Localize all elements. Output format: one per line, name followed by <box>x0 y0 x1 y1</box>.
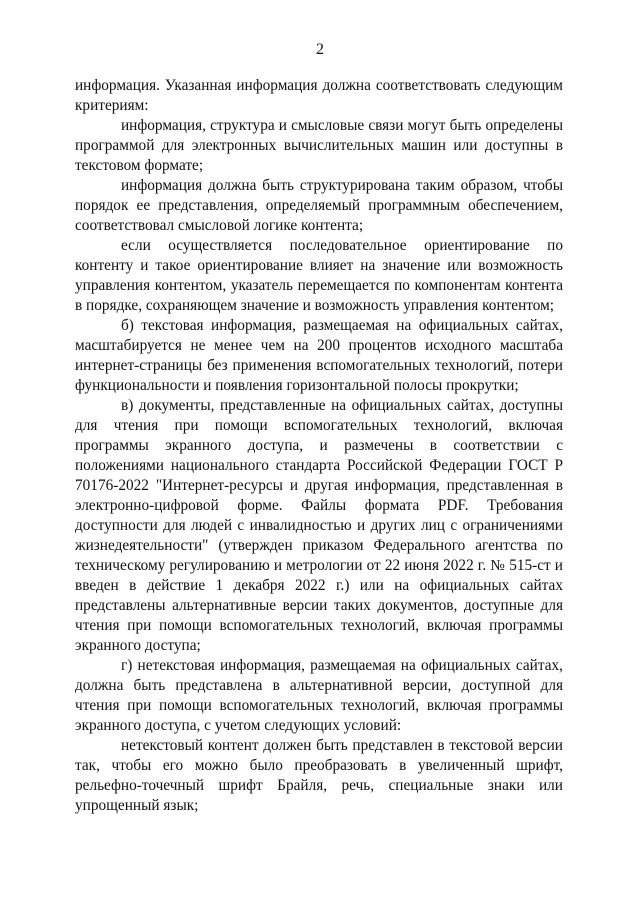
paragraph-6: в) документы, представленные на официальных сайтах, доступны для чтения при помощи вспомогательных технологий, включая программы экранного доступа, и размечены в соответствии с положениями национального стандарта Российской Федерации ГОСТ Р 70176-2022 "Интернет-ресурсы и другая информация, представленная в электронно-цифровой форме. Файлы формата PDF. Требования доступности для людей с инвалидностью и других лиц с ограничениями жизнедеятельности" (утвержден приказом Федерального агентства по техническому регулированию и метрологии от 22 июня 2022 г. № 515-ст и введен в действие 1 декабря 2022 г.) или на официальных сайтах представлены альтернативные версии таких документов, доступные для чтения при помощи вспомогательных технологий, включая программы экранного доступа; <box>75 397 563 654</box>
paragraph-3: информация должна быть структурирована таким образом, чтобы порядок ее представления, определяемый программным обеспечением, соответствовал смысловой логике контента; <box>75 177 563 234</box>
paragraph-5: б) текстовая информация, размещаемая на официальных сайтах, масштабируется не менее чем на 200 процентов исходного масштаба интернет-страницы без применения вспомогательных технологий, потери функциональности и появления горизонтальной полосы прокрутки; <box>75 317 563 394</box>
paragraph-4: если осуществляется последовательное ориентирование по контенту и такое ориентирование влияет на значение или возможность управления контентом, указатель перемещается по компонентам контента в порядке, сохраняющем значение и возможность управления контентом; <box>75 237 563 314</box>
document-body <box>75 76 563 816</box>
paragraph-7: г) нетекстовая информация, размещаемая на официальных сайтах, должна быть представлена в альтернативной версии, доступной для чтения при помощи вспомогательных технологий, включая программы экранного доступа, с учетом следующих условий: <box>75 657 563 734</box>
paragraph-2: информация, структура и смысловые связи могут быть определены программой для электронных вычислительных машин или доступны в текстовом формате; <box>75 117 563 174</box>
paragraph-8: нетекстовый контент должен быть представлен в текстовой версии так, чтобы его можно было преобразовать в увеличенный шрифт, рельефно-точечный шрифт Брайля, речь, специальные знаки или упрощенный язык; <box>75 737 563 814</box>
page-number: 2 <box>316 41 324 58</box>
paragraph-1: информация. Указанная информация должна соответствовать следующим критериям: <box>75 77 563 114</box>
